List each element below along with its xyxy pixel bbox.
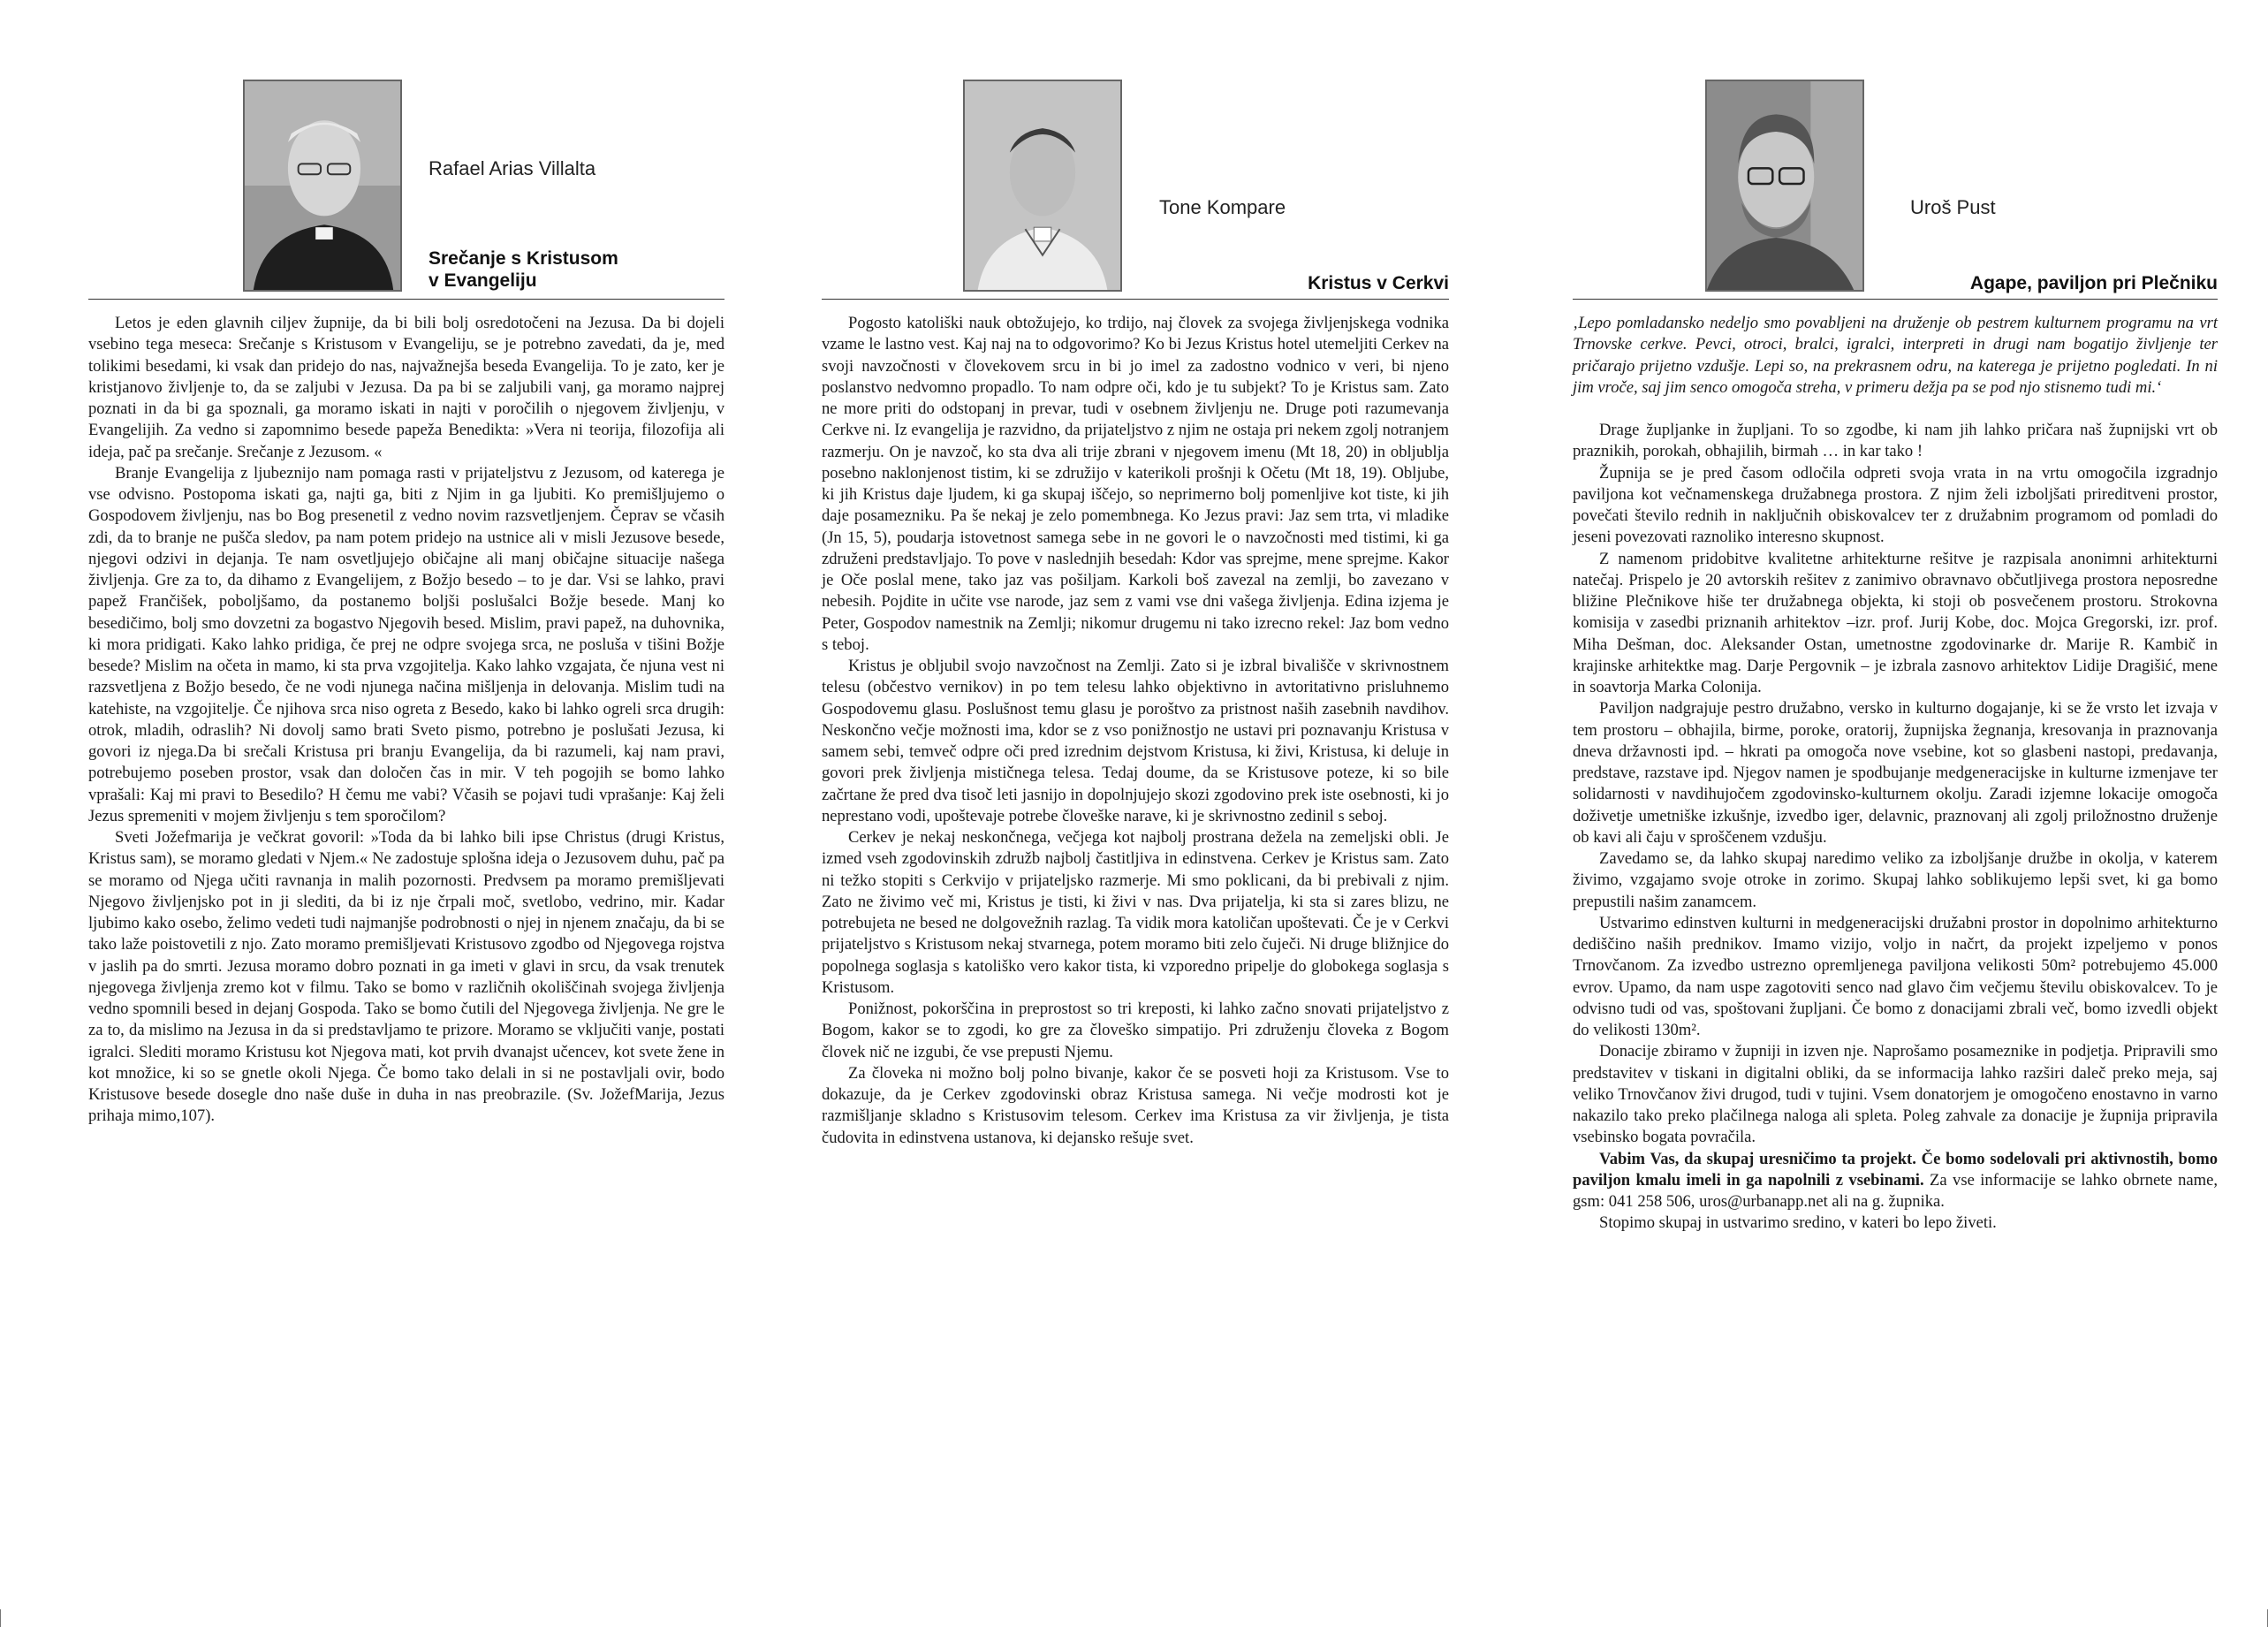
paragraph: Pogosto katoliški nauk obtožujejo, ko trdijo, naj človek za svojega življenjskega vodnika vzame le lastno vest. Kaj naj na to odgovorimo? Ko bi Jezus Kristus hotel utemeljiti Cerkev na svoji navzočnosti v človekovem srcu in bi jo imel za zadostno vodnico v veri, bi njeno poslanstvo nedvomno propadlo. To nam odpre oči, kdo je tu subjekt? To je Kristus sam. Zato ne more priti do odstopanj in prevar, tudi v osebnem življenju ne. Druge poti razumevanja Cerkve ni. Iz evangelija je razvidno, da prijateljstvo z njim ne ostaja pri nekem zgolj notranjem razmerju. On je navzoč, ko sta dva ali trije zbrani v njegovem imenu (Mt 18, 20) in obljublja posebno naklonjenost tistim, ki se združijo v katerikoli prošnji k Očetu (Mt 18, 19). Obljube, ki jih Kristus daje ljudem, ki ga skupaj iščejo, so neprimerno bolj pomenljive kot tiste, ki jih daje posamezniku. Pa še nekaj je zelo pomembnega. Ko Jezus pravi: Jaz sem trta, vi mladike (Jn 15, 5), poudarja istovetnost samega sebe in ne govori le o navzočnosti med tistimi, ki ga združeni predstavljajo. To pove v naslednjih besedah: Kdor vas sprejme, mene sprejme. Kakor je Oče poslal mene, tako jaz vas pošiljam. Karkoli boš zavezal na zemlji, bo zavezano v nebesih. Pojdite in učite vse narode, jaz sem z vami vse dni vašega življenja. Edina izjema je Peter, Gospodov namestnik na Zemlji; nikomur drugemu ni tako izrecno rekel: Jaz bom vedno s teboj. [822,314,1449,654]
article-header [88,80,724,300]
author-name: Rafael Arias Villalta [429,157,596,179]
paragraph: Donacije zbiramo v župniji in izven nje. Naprošamo posameznike in podjetja. Pripravili smo predstavitev v tiskani in digitalni obliki, da se informacija lahko razširi daleč preko meja, saj veliko Trnovčanov živi drugod, tudi v tujini. Vsem donatorjem je omogočeno enostavno in varno nakazilo tako preko plačilnega naloga ali spleta. Poleg zahvale za donacije je župnija pripravila vsebinsko bogata povračila. [1573,1042,2218,1147]
author-name: Uroš Pust [1910,196,1996,218]
article-1 [88,80,724,1128]
header-rule [88,299,724,300]
paragraph: Branje Evangelija z ljubeznijo nam pomaga rasti v prijateljstvu z Jezusom, od katerega je vse odvisno. Postopoma iskati ga, najti ga, biti z Njim in ga ljubiti. Ko premišljujemo o Gospodovem življenju, nas bo Bog presenetil z vedno novim razsvetljenjem. Čeprav se včasih zdi, da to branje ne pušča sledov, pa nam potem pridejo na ustnice ali v misli Jezusove besede, njegovi odzivi in dejanja. Te nam osvetljujejo običajne ali manj običajne situacije našega življenja. Gre za to, da dihamo z Evangelijem, z Božjo besedo – to je dar. Vsi se lahko, pravi papež Frančišek, pobolјšamo, da postanemo boljši poslušalci Božje besede. Manj ko besedičimo, bolj smo dovzetni za bogastvo Njegovih besed. Mislim, pravi papež, na duhovnika, ki mora pridigati. Kako lahko pridiga, če prej ne odpre svojega srca, ne posluša v tišini Božje besede? Mislim na očeta in mamo, ki sta prva vzgojitelja. Kako lahko vzgajata, če njuna vest ni razsvetljena z Božjo besedo, če ne vodi njunega načina mišljenja in delovanja. Mislim tudi na katehiste, na vzgojitelje. Če njihova srca niso ogreta z Besedo, kako bi lahko ogreli srca drugih: otrok, mladih, odraslih? Ni dovolj samo brati Sveto pismo, potrebno je poslušati Jezusa, ki govori iz njega.Da bi srečali Kristusa pri branju Evangelija, da bi razumeli, kaj nam pravi, potrebujemo poseben prostor, vsak dan določen čas in mir. V teh pogojih se bomo lahko vprašali: Kaj mi pravi to Besedilo? H čemu me vabi? Včasih se pojavi tudi vprašanje: Kaj želi Jezus spremeniti v mojem življenju s tem sporočilom? [88,463,724,825]
paragraph: Ponižnost, pokorščina in preprostost so tri kreposti, ki lahko začno snovati prijateljstvo z Bogom, kakor se to zgodi, ko gre za človeško simpatijo. Pri združenju človeka z Bogom človek nič ne izgubi, če vse prepusti Njemu. [822,1000,1449,1061]
intro-quote: ‚Lepo pomladansko nedeljo smo povabljeni na druženje ob pestrem kulturnem programu na vrt Trnovske cerkve. Pevci, otroci, bralci, igralci, interpreti in drugi nam bogatijo življenje ter pričarajo prijetno vzdušje. Lepi so, na prekrasnem odru, na katerega je prijetno pogledati. In ni jim vroče, saj jim senco omogoča streha, v primeru dežja pa se pod njo stisnemo tudi mi.‘ [1573,314,2218,397]
article-body [1573,313,2218,1235]
paragraph: Cerkev je nekaj neskončnega, večjega kot najbolj prostrana dežela na zemeljski obli. Je izmed vseh zgodovinskih združb najbolj častitljiva in edinstvena. Cerkev je Kristus sam. Zato ni težko stopiti s Cerkvijo v prijateljsko razmerje. Mi smo poklicani, da bi prebivali z njim. Zato ne živimo več mi, Kristus je tisti, ki živi v nas. Dva prijatelja, ki sta si zares blizu, ne potrebujeta ne besed ne dolgovežnih razlag. Ta vidik mora katoličan upoštevati. Če je v Cerkvi prijateljstvo s Kristusom nekaj stvarnega, potem moramo biti zelo čuječi. Ni druge bližnjice do popolnega soglasja s katoliško vero kakor tista, ki vzporedno pripelje do globokega soglasja s Kristusom. [822,828,1449,997]
article-header [1573,80,2218,300]
closing-bold: Vabim Vas, da skupaj uresničimo ta projekt. Če bomo sodelovali pri aktivnostih, bomo paviljon kmalu imeli in ga napolnili z vsebinami. [1573,1149,2218,1190]
closing-rest: Za vse informacije se lahko obrnete name, gsm: 041 258 506, uros@urbanapp.net ali na g. župnika. [1573,1170,2218,1211]
article-3 [1573,80,2218,1235]
paragraph: Drage župljanke in župljani. To so zgodbe, ki nam jih lahko pričara naš župnijski vrt ob praznikih, porokah, obhajilih, birmah … in kar tako ! [1573,421,2218,461]
closing-paragraph [1573,1149,2218,1213]
paragraph: Župnija se je pred časom odločila odpreti svoja vrata in na vrtu omogočila izgradnjo paviljona kot večnamenskega družabnega prostora. Z njim želi izboljšati prireditveni prostor, povečati število rednih in naključnih obiskovalcev ter z družabnim programom od pomladi do jeseni povezovati raznoliko interesno skupnost. [1573,463,2218,547]
article-body [822,313,1449,1149]
article-title: Kristus v Cerkvi [1308,273,1449,293]
article-body [88,313,724,1128]
paragraph: Paviljon nadgrajuje pestro družabno, versko in kulturno dogajanje, ki se že vrsto let izvaja v tem prostoru – obhajila, birme, poroke, oratorij, župnijska žegnanja, kresovanja in praznovanja dneva državnosti ipd. – hkrati pa omogoča nove vsebine, kot so glasbeni nastopi, predavanja, predstave, razstave ipd. Njegov namen je spodbujanje medgeneracijske in kulturne izmenjave ter solidarnosti v navdihujočem zgodovinsko-kulturnem okolju. Zaradi izjemne lokacije omogoča doživetje umetniške izkušnje, izvedbo iger, delavnic, praznovanj ali zgolj priložnostno druženje ob kavi ali čaju v sproščenem vzdušju. [1573,699,2218,847]
author-photo [1705,80,1864,292]
author-name: Tone Kompare [1159,196,1286,218]
paragraph: Ustvarimo edinstven kulturni in medgeneracijski družabni prostor in dopolnimo arhitekturno dediščino naših prednikov. Imamo vizijo, voljo in načrt, da projekt izpeljemo v ponos Trnovčanom. Za izvedbo ustrezno opremljenega paviljona velikosti 50m² potrebujemo 45.000 evrov. Upamo, da nam uspe zagotoviti senco nad glavo čim večjemu številu obiskovalcev. To je odvisno tudi od vas, spoštovani župljani. Če bomo z donacijami zbrali več, bomo izvedli objekt do velikosti 130m². [1573,913,2218,1039]
article-2 [822,80,1449,1149]
article-title: Agape, paviljon pri Plečniku [1969,273,2218,293]
final-paragraph: Stopimo skupaj in ustvarimo sredino, v kateri bo lepo živeti. [1599,1213,1997,1233]
paragraph: Zavedamo se, da lahko skupaj naredimo veliko za izboljšanje družbe in okolja, v katerem živimo, vzgajamo svoje otroke in zorimo. Skupaj lahko soblikujemo lepši svet, ki ga bomo prepustili našim zanamcem. [1573,849,2218,911]
paragraph: Sveti Jožefmarija je večkrat govoril: »Toda da bi lahko bili ipse Christus (drugi Kristus, Kristus sam), se moramo gledati v Njem.« Ne zadostuje splošna ideja o Jezusovem duhu, pač pa se moramo od Njega učiti ravnanja in malih pozornosti. Predvsem pa moramo premišljevati Njegovo življenjsko pot in ji slediti, da bi iz nje črpali moč, svetlobo, vedrino, mir. Kadar ljubimo kako osebo, želimo vedeti tudi najmanjše podrobnosti o njej in njenem značaju, da bi se tako laže poistovetili z njo. Zato moramo premišljevati Kristusovo zgodbo od Njegovega rojstva v jaslih pa do smrti. Jezusa moramo dobro poznati in ga imeti v glavi in srcu, da vsak trenutek njegovega življenja zremo kot v filmu. Tako se bomo v različnih okoliščinah svojega življenja vedno spomnili besed in dejanj Gospoda. Tako se bomo čutili del Njegovega življenja. Ne gre le za to, da mislimo na Jezusa in da si predstavljamo te prizore. Moramo se vključiti vanje, postati igralci. Slediti moramo Kristusu kot Njegova mati, kot prvih dvanajst učencev, kot svete žene in kot množice, ki so se gnetle okoli Njega. Če bomo tako delali in si ne postavljali ovir, bodo Kristusove besede dosegle dno naše duše in duha in nas preobrazile. (Sv. JožefMarija, Jezus prihaja mimo,107). [88,828,724,1126]
title-line-2: v Evangeliju [429,270,537,291]
article-title [429,247,618,292]
article-header [822,80,1449,300]
crop-mark [0,1609,1,1627]
paragraph: Z namenom pridobitve kvalitetne arhitekturne rešitve je razpisala anonimni arhitekturni natečaj. Prispelo je 20 avtorskih rešitev z zanimivo obravnavo občutljivega prostora neposredne bližine Plečnikove hiše ter družabnega objekta, ki stoji ob posvečenem prostoru. Strokovna komisija v zasedbi priznanih arhitektov –izr. prof. Jurij Kobe, doc. Mojca Gregorski, izr. prof. Miha Dešman, doc. Aleksander Ostan, umetnostne zgodovinarke dr. Marije R. Kambič in krajinske arhitektke mag. Darje Pergovnik – je izbrala zasnovo arhitektov Lidije Dragišić, mene in soavtorja Marka Colonija. [1573,549,2218,696]
title-line-1: Srečanje s Kristusom [429,248,618,269]
author-photo [963,80,1122,292]
author-photo [243,80,402,292]
paragraph: Letos je eden glavnih ciljev župnije, da bi bili bolj osredotočeni na Jezusa. Da bi dojeli vsebino tega meseca: Srečanje s Kristusom v Evangeliju, se je potrebno zavedati, da je, med tolikimi besedami, ki vsak dan pridejo do nas, najvažnejša beseda Evangelija. To je zato, ker je kristjanovo življenje to, da se zaljubi v Jezusa. Da pa bi se zaljubili vanj, ga moramo najprej poznati in da bi ga spoznali, ga moramo iskati in najti v poročilih o njegovem življenju, v Evangelijih. Za vedno si zapomnimo besede papeža Benedikta: »Vera ni teorija, filozofija ali ideja, pač pa srečanje. Srečanje z Jezusom. « [88,314,724,461]
header-rule [822,299,1449,300]
paragraph: Za človeka ni možno bolj polno bivanje, kakor če se posveti hoji za Kristusom. Vse to dokazuje, da je Cerkev zgodovinski obraz Kristusa samega. Ni večje modrosti kot je razmišljanje skladno s Kristusovim telesom. Cerkev ima Kristusa za vir življenja, je tista čudovita in edinstvena ustanova, ki dejansko rešuje svet. [822,1063,1449,1147]
header-rule [1573,299,2218,300]
paragraph: Kristus je obljubil svojo navzočnost na Zemlji. Zato si je izbral bivališče v skrivnostnem telesu (občestvo vernikov) in po tem telesu lahko objektivno in avtoritativno prisluhnemo Gospodovemu glasu. Poslušnost temu glasu je poroštvo za pristnost naših zasebnih navdihov. Neskončno večje možnosti ima, kdor se z vso ponižnostjo ne ustavi pri poznavanju Kristusa v samem sebi, temveč odpre oči pred izrednim dejstvom Kristusa, ki živi, Kristusa, ki deluje in govori prek življenja mističnega telesa. Tedaj doume, da se Kristusove poteze, ki so bile začrtane že pred dva tisoč leti jasnijo in dopolnjujejo skozi zgodovino prek iste osebnosti, ki jo neprestano vodi, upoštevaje potrebe človeške narave, ki je skrivnostno zedinil s seboj. [822,657,1449,825]
